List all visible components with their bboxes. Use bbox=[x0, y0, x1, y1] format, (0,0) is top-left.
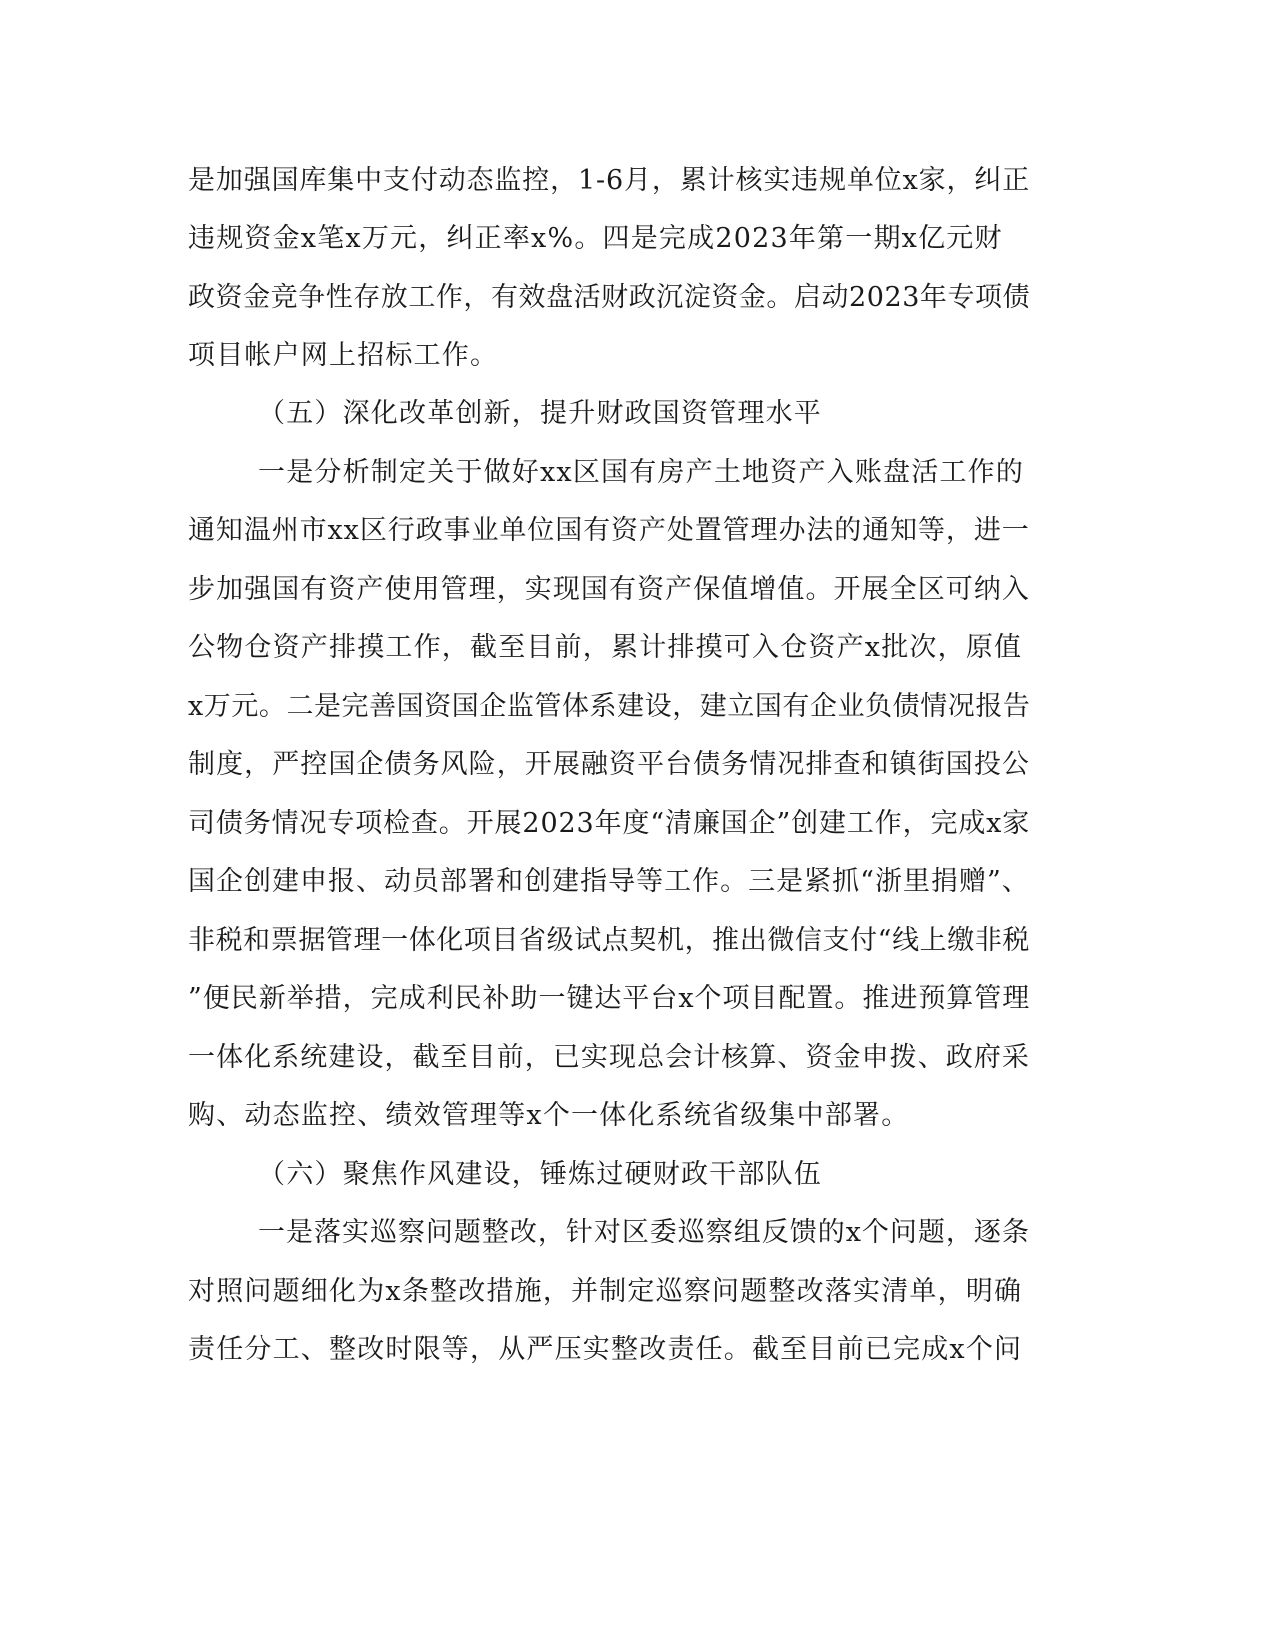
body-text-line: 制度，严控国企债务风险，开展融资平台债务情况排查和镇街国投公 bbox=[188, 749, 1030, 780]
body-text-line: 一体化系统建设，截至目前，已实现总会计核算、资金申拨、政府采 bbox=[188, 1042, 1030, 1073]
body-text-line: 公物仓资产排摸工作，截至目前，累计排摸可入仓资产x批次，原值 bbox=[188, 632, 1023, 663]
body-text-line: 司债务情况专项检查。开展2023年度“清廉国企”创建工作，完成x家 bbox=[188, 808, 1031, 839]
body-text-line: 政资金竞争性存放工作，有效盘活财政沉淀资金。启动2023年专项债 bbox=[188, 282, 1031, 313]
body-text-line: 国企创建申报、动员部署和创建指导等工作。三是紧抓“浙里捐赠”、 bbox=[188, 866, 1030, 897]
body-text-line: 违规资金x笔x万元，纠正率x%。四是完成2023年第一期x亿元财 bbox=[188, 223, 1003, 254]
body-text-line: 项目帐户网上招标工作。 bbox=[188, 340, 499, 371]
section-heading-5: （五）深化改革创新，提升财政国资管理水平 bbox=[258, 398, 822, 429]
body-text-line: 购、动态监控、绩效管理等x个一体化系统省级集中部署。 bbox=[188, 1100, 910, 1131]
body-text-line: 通知温州市xx区行政事业单位国有资产处置管理办法的通知等，进一 bbox=[188, 515, 1030, 546]
body-text-line: 责任分工、整改时限等，从严压实整改责任。截至目前已完成x个问 bbox=[188, 1334, 1023, 1365]
body-text-line: 非税和票据管理一体化项目省级试点契机，推出微信支付“线上缴非税 bbox=[188, 925, 1031, 956]
section-heading-6: （六）聚焦作风建设，锤炼过硬财政干部队伍 bbox=[258, 1159, 822, 1190]
paragraph-start-line: 一是落实巡察问题整改，针对区委巡察组反馈的x个问题，逐条 bbox=[258, 1217, 1030, 1248]
body-text-line: ”便民新举措，完成利民补助一键达平台x个项目配置。推进预算管理 bbox=[188, 983, 1031, 1014]
body-text-line: x万元。二是完善国资国企监管体系建设，建立国有企业负债情况报告 bbox=[188, 691, 1031, 722]
paragraph-start-line: 一是分析制定关于做好xx区国有房产土地资产入账盘活工作的 bbox=[258, 457, 1025, 488]
body-text-line: 对照问题细化为x条整改措施，并制定巡察问题整改落实清单，明确 bbox=[188, 1276, 1023, 1307]
body-text-line: 步加强国有资产使用管理，实现国有资产保值增值。开展全区可纳入 bbox=[188, 574, 1030, 605]
body-text-line: 是加强国库集中支付动态监控，1-6月，累计核实违规单位x家，纠正 bbox=[188, 165, 1031, 196]
